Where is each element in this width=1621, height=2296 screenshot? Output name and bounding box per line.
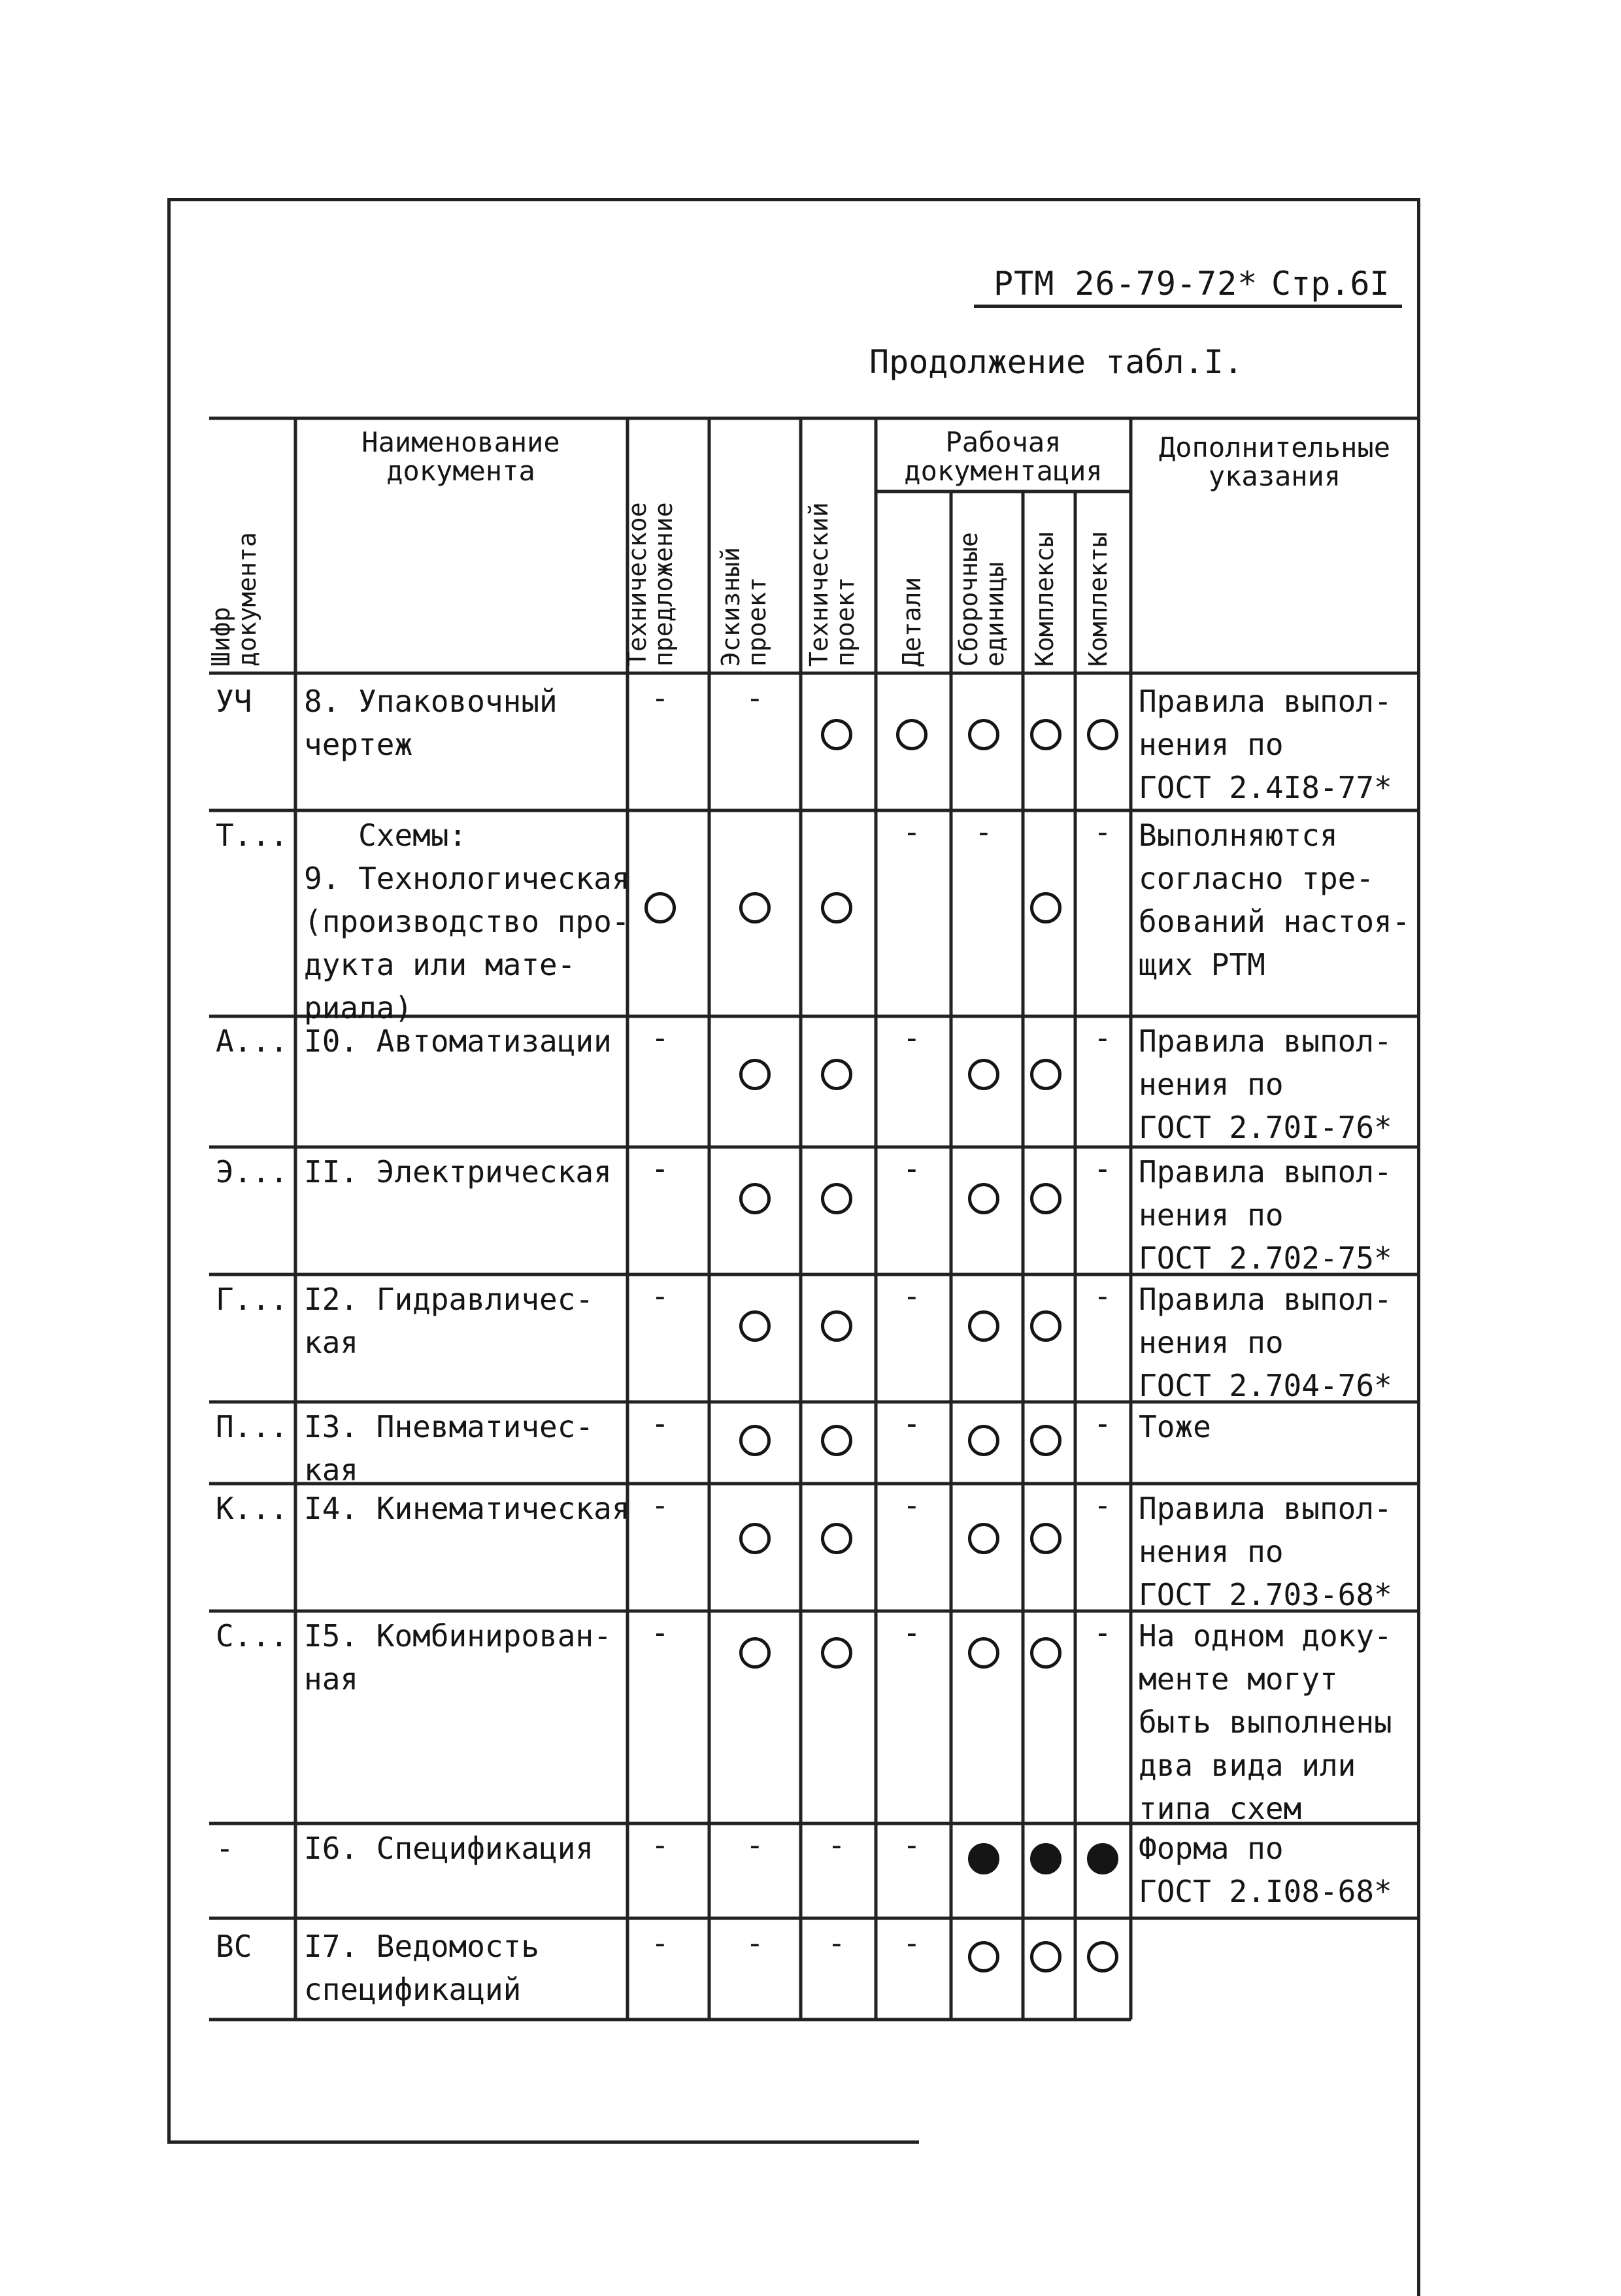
dash-mark: - (746, 680, 764, 716)
row-name-line: I0. Автоматизации (304, 1023, 612, 1059)
circle-mark-icon (739, 1523, 771, 1554)
row-note-line: Правила выпол- (1139, 1491, 1392, 1526)
circle-mark-icon (1030, 1941, 1061, 1972)
dash-mark: - (903, 1488, 921, 1523)
circle-mark-icon (821, 1425, 852, 1456)
dash-mark: - (651, 1406, 669, 1441)
dash-mark: - (903, 1406, 921, 1441)
row-note-line: Форма по (1139, 1831, 1284, 1866)
circle-mark-icon (1087, 719, 1118, 750)
circle-mark-icon (821, 1183, 852, 1214)
circle-mark-icon (739, 1059, 771, 1090)
dash-mark: - (903, 814, 921, 850)
dash-mark: - (903, 1615, 921, 1650)
dash-mark: - (1094, 1406, 1112, 1441)
row-note-line: ГОСТ 2.70I-76* (1139, 1110, 1392, 1145)
dash-mark: - (651, 1615, 669, 1650)
row-note-line: согласно тре- (1139, 861, 1375, 896)
row-name-line: спецификаций (304, 1972, 522, 2007)
row-name-line: I7. Ведомость (304, 1929, 540, 1964)
row-note-line: ГОСТ 2.4I8-77* (1139, 770, 1392, 805)
row-name-line: I5. Комбинирован- (304, 1618, 612, 1654)
row-name-line: I3. Пневматичес- (304, 1409, 594, 1444)
row-name-line: 9. Технологическая (304, 861, 630, 896)
row-name-line: чертеж (304, 727, 413, 762)
row-code: П... (216, 1409, 288, 1444)
circle-mark-icon (968, 1941, 999, 1972)
circle-mark-icon (1030, 1183, 1061, 1214)
table-continuation-title: Продолжение табл.I. (869, 343, 1243, 381)
dash-mark: - (651, 1488, 669, 1523)
row-name-line: риала) (304, 990, 413, 1025)
row-note-line: Правила выпол- (1139, 1282, 1392, 1317)
circle-mark-icon (739, 1183, 771, 1214)
dash-mark: - (1094, 1488, 1112, 1523)
row-code: - (216, 1831, 234, 1866)
row-code: УЧ (216, 684, 252, 719)
row-note-line: Тоже (1139, 1409, 1211, 1444)
row-note-line: нения по (1139, 1067, 1284, 1102)
row-note-line: нения по (1139, 727, 1284, 762)
row-name-line: ная (304, 1661, 359, 1697)
row-note-line: ГОСТ 2.703-68* (1139, 1577, 1392, 1612)
row-name-line: 8. Упаковочный (304, 684, 558, 719)
dash-mark: - (827, 1827, 846, 1863)
row-note-line: ГОСТ 2.I08-68* (1139, 1874, 1392, 1909)
header-notes: Дополнительные указания (1158, 431, 1390, 492)
circle-mark-icon (821, 1059, 852, 1090)
dash-mark: - (975, 814, 993, 850)
row-note-line: Правила выпол- (1139, 1023, 1392, 1059)
row-name-line: I2. Гидравличес- (304, 1282, 594, 1317)
circle-mark-icon (821, 1310, 852, 1342)
dash-mark: - (651, 1925, 669, 1961)
dash-mark: - (651, 1151, 669, 1186)
filled-circle-mark-icon (1030, 1843, 1061, 1874)
row-code: К... (216, 1491, 288, 1526)
row-name-line: дукта или мате- (304, 947, 576, 982)
dash-mark: - (903, 1827, 921, 1863)
row-name-line: (производство про- (304, 904, 630, 939)
row-note-line: быть выполнены (1139, 1705, 1392, 1740)
circle-mark-icon (1030, 1310, 1061, 1342)
circle-mark-icon (821, 719, 852, 750)
dash-mark: - (1094, 1020, 1112, 1056)
header-assembly-units: Сборочные единицы (954, 532, 1009, 667)
circle-mark-icon (1030, 1637, 1061, 1669)
row-note-line: бований настоя- (1139, 904, 1411, 939)
header-complexes: Комплексы (1030, 532, 1059, 667)
row-note-line: Выполняются (1139, 818, 1338, 853)
row-code: А... (216, 1023, 288, 1059)
header-draft: Эскизный проект (716, 546, 771, 667)
circle-mark-icon (968, 1637, 999, 1669)
row-note-line: Правила выпол- (1139, 684, 1392, 719)
row-note-line: На одном доку- (1139, 1618, 1392, 1654)
row-name-line: кая (304, 1325, 359, 1360)
circle-mark-icon (739, 1425, 771, 1456)
circle-mark-icon (1087, 1941, 1118, 1972)
row-name-line: кая (304, 1452, 359, 1488)
dash-mark: - (903, 1020, 921, 1056)
header-tech-proposal: Техническое предложение (623, 502, 678, 667)
document-code: РТМ 26-79-72* (994, 265, 1258, 303)
dash-mark: - (651, 1020, 669, 1056)
header-details: Детали (897, 576, 926, 667)
circle-mark-icon (739, 1310, 771, 1342)
dash-mark: - (746, 1827, 764, 1863)
circle-mark-icon (968, 1523, 999, 1554)
circle-mark-icon (821, 1637, 852, 1669)
row-code: С... (216, 1618, 288, 1654)
header-working-docs: Рабочая документация (904, 426, 1103, 487)
header-name: Наименование документа (361, 426, 560, 487)
filled-circle-mark-icon (968, 1843, 999, 1874)
dash-mark: - (903, 1925, 921, 1961)
header-code: Шифр документа (207, 532, 261, 667)
circle-mark-icon (1030, 719, 1061, 750)
dash-mark: - (1094, 1278, 1112, 1314)
header-kits: Комплекты (1084, 532, 1112, 667)
row-note-line: нения по (1139, 1197, 1284, 1233)
dash-mark: - (903, 1278, 921, 1314)
row-code: ВС (216, 1929, 252, 1964)
row-note-line: щих РТМ (1139, 947, 1265, 982)
circle-mark-icon (968, 1425, 999, 1456)
row-code: Э... (216, 1154, 288, 1190)
page-number: Стр.6I (1271, 265, 1390, 303)
row-name-line: I6. Спецификация (304, 1831, 594, 1866)
dash-mark: - (1094, 814, 1112, 850)
dash-mark: - (651, 680, 669, 716)
circle-mark-icon (1030, 1523, 1061, 1554)
dash-mark: - (651, 1278, 669, 1314)
row-note-line: типа схем (1139, 1791, 1302, 1826)
row-name-line: I4. Кинематическая (304, 1491, 630, 1526)
circle-mark-icon (821, 1523, 852, 1554)
circle-mark-icon (968, 1183, 999, 1214)
dash-mark: - (746, 1925, 764, 1961)
filled-circle-mark-icon (1087, 1843, 1118, 1874)
row-code: Г... (216, 1282, 288, 1317)
row-note-line: нения по (1139, 1325, 1284, 1360)
row-note-line: два вида или (1139, 1748, 1356, 1783)
row-note-line: нения по (1139, 1534, 1284, 1569)
circle-mark-icon (644, 892, 676, 923)
circle-mark-icon (968, 1059, 999, 1090)
header-tech-project: Технический проект (805, 502, 860, 667)
circle-mark-icon (968, 719, 999, 750)
circle-mark-icon (896, 719, 927, 750)
dash-mark: - (827, 1925, 846, 1961)
circle-mark-icon (1030, 1425, 1061, 1456)
circle-mark-icon (739, 892, 771, 923)
row-note-line: ГОСТ 2.702-75* (1139, 1240, 1392, 1276)
dash-mark: - (651, 1827, 669, 1863)
row-name-line: Схемы: (304, 818, 467, 853)
row-code: Т... (216, 818, 288, 853)
circle-mark-icon (1030, 1059, 1061, 1090)
row-note-line: Правила выпол- (1139, 1154, 1392, 1190)
dash-mark: - (903, 1151, 921, 1186)
dash-mark: - (1094, 1615, 1112, 1650)
dash-mark: - (1094, 1151, 1112, 1186)
circle-mark-icon (821, 892, 852, 923)
circle-mark-icon (968, 1310, 999, 1342)
circle-mark-icon (739, 1637, 771, 1669)
row-name-line: II. Электрическая (304, 1154, 612, 1190)
row-note-line: ГОСТ 2.704-76* (1139, 1368, 1392, 1403)
row-note-line: менте могут (1139, 1661, 1338, 1697)
circle-mark-icon (1030, 892, 1061, 923)
